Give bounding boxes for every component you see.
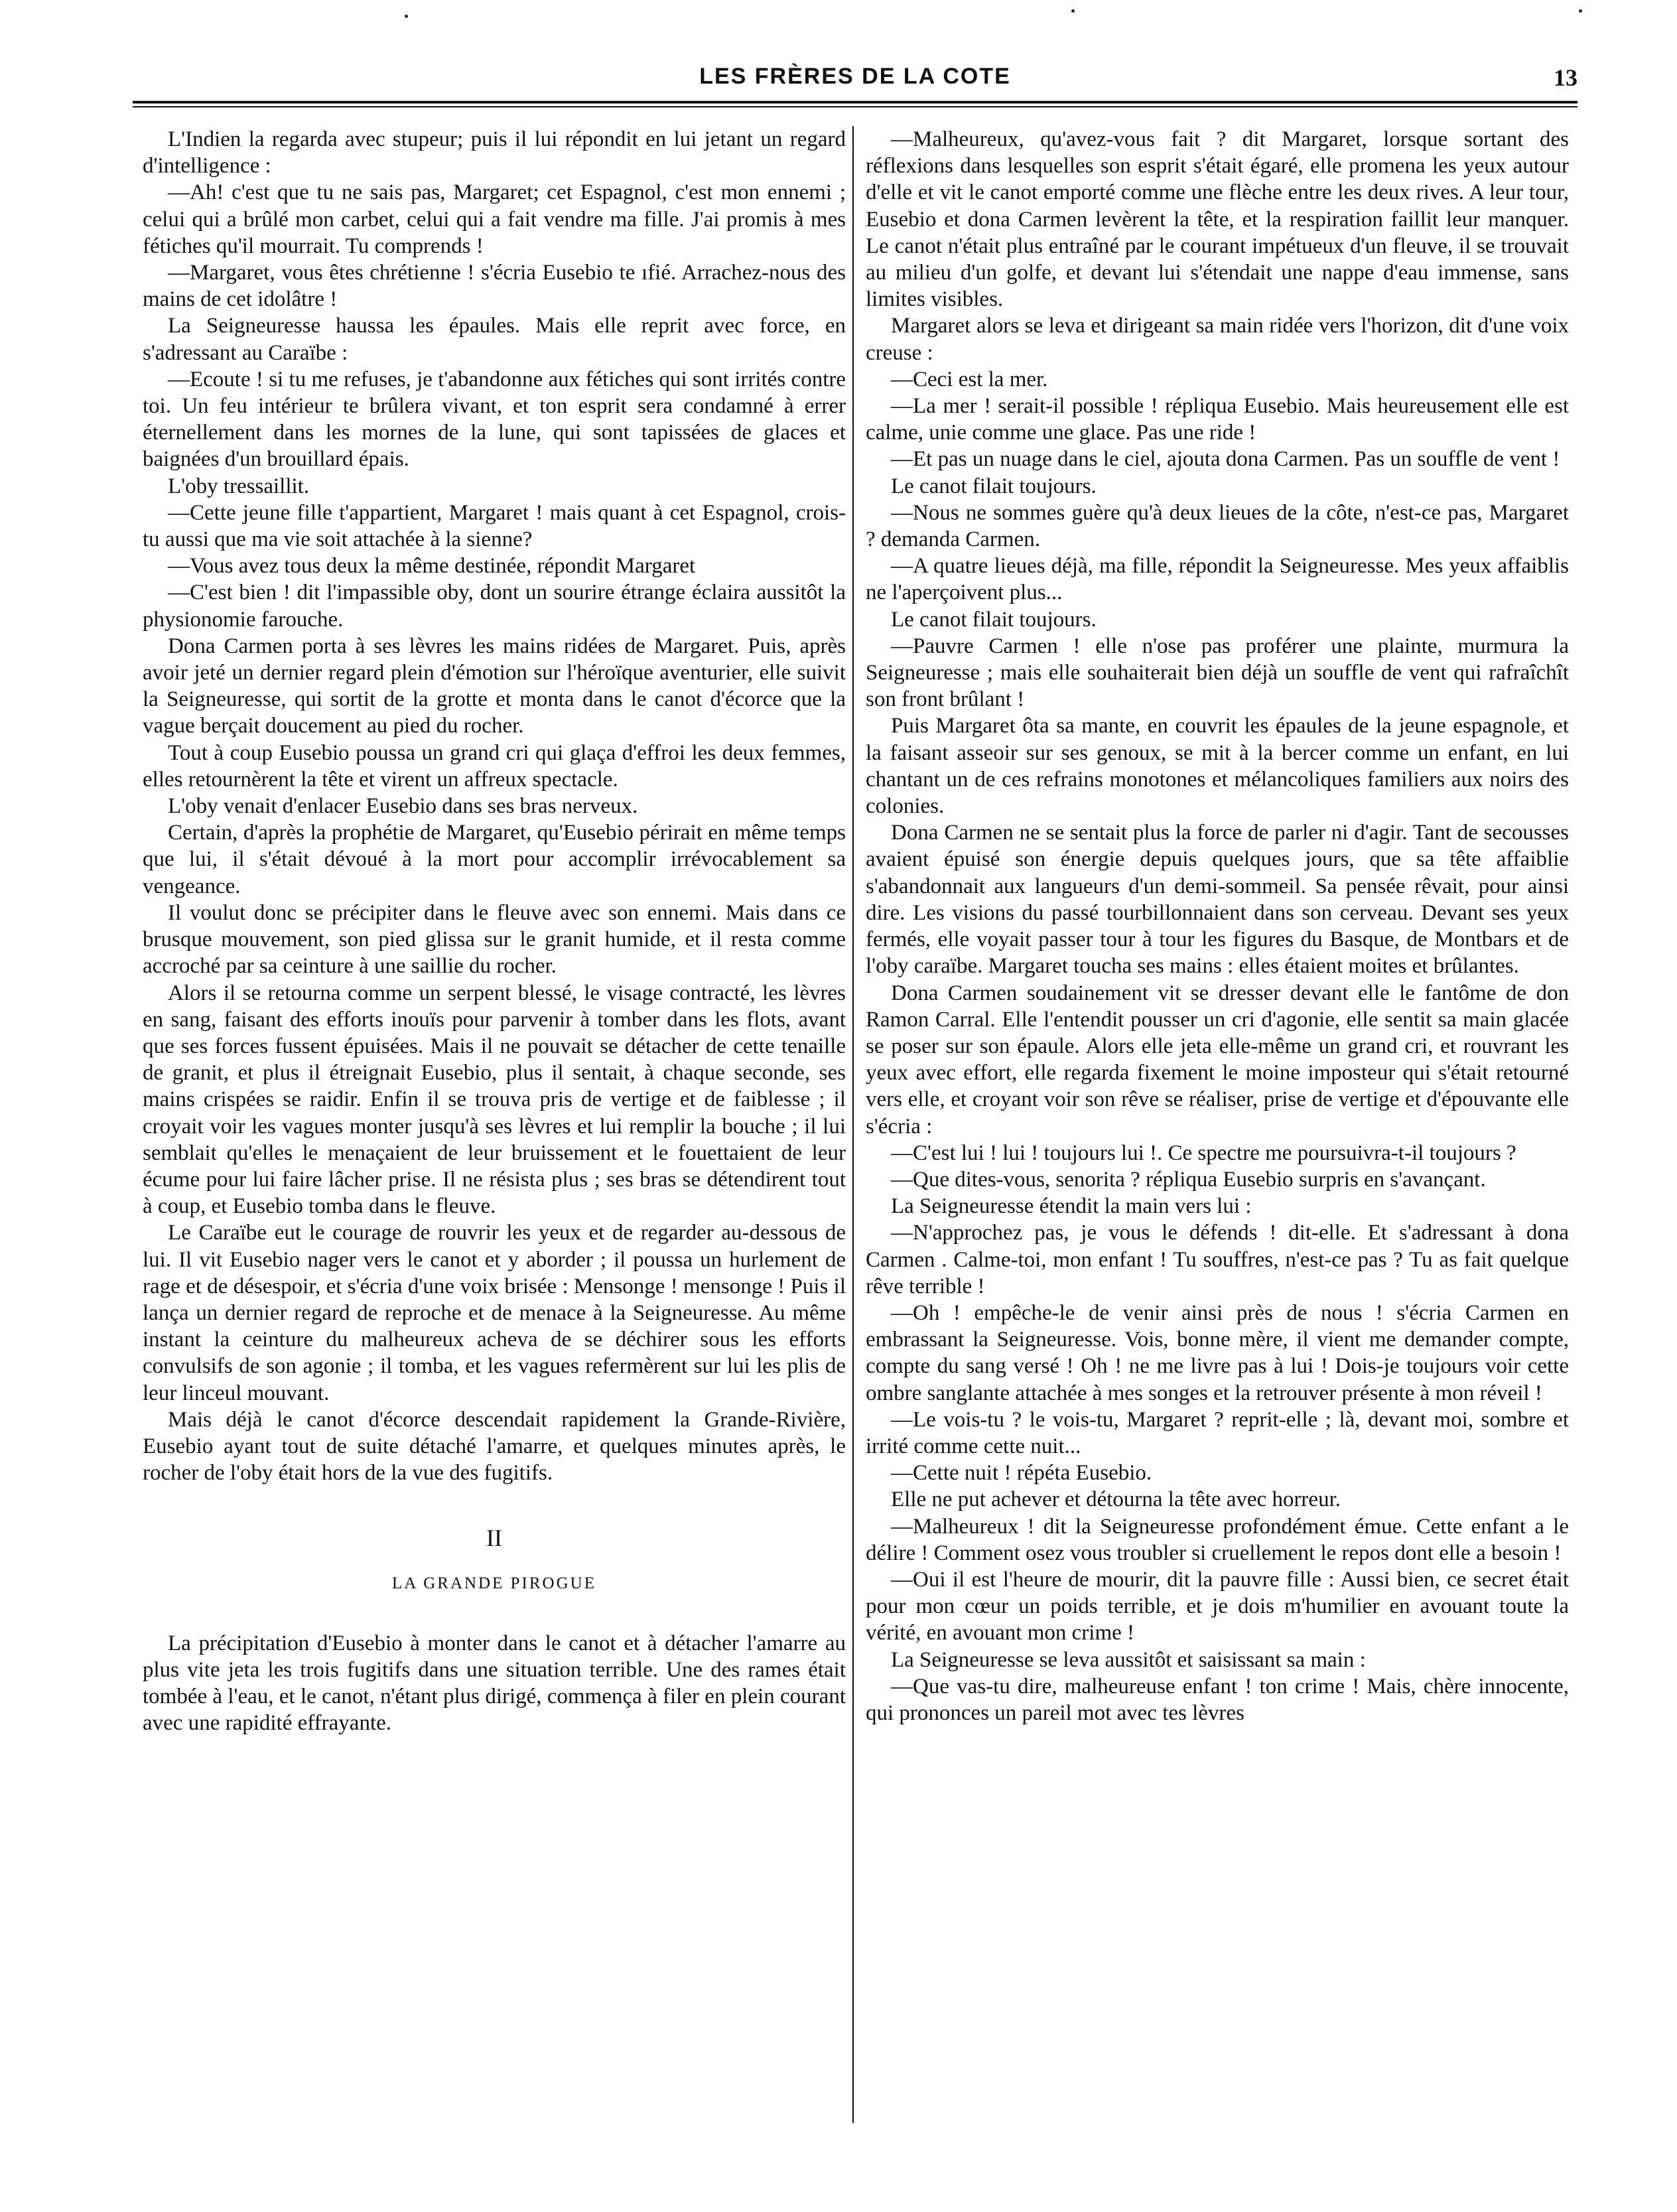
paragraph: Dona Carmen porta à ses lèvres les mains ridées de Margaret. Puis, après avoir jeté un dernier regard plein d'émotion sur l'héroïque aventurier, elle suivit la Seigneuresse, qui sortit de la grotte et monta dans le canot d'écorce que la vague berçait doucement au pied du rocher. <box>143 634 846 738</box>
paragraph: —Oh ! empêche-le de venir ainsi près de nous ! s'écria Carmen en embrassant la Seigneuresse. Vois, bonne mère, il vient me demander compte, compte du sang versé ! Oh ! ne me livre pas à lui ! Dois-je toujours voir cette ombre sanglante attachée à mes songes et la retrouver présente à mon réveil ! <box>866 1300 1569 1405</box>
paragraph: Dona Carmen soudainement vit se dresser devant elle le fantôme de don Ramon Carral. Elle l'entendit pousser un cri d'agonie, elle sentit sa main glacée se poser sur son épaule. Alors elle jeta elle-même un grand cri, et rouvrant les yeux avec effort, elle regarda fixement le moine imposteur qui s'était retourné vers elle, et croyant voir son rêve se réaliser, prise de vertige et d'épouvante elle s'écria : <box>866 981 1569 1139</box>
paragraph: Tout à coup Eusebio poussa un grand cri qui glaça d'effroi les deux femmes, elles retournèrent la tête et virent un affreux spectacle. <box>143 740 846 792</box>
header-rule-thick <box>133 101 1577 104</box>
paragraph: Le canot filait toujours. <box>891 474 1097 498</box>
paragraph: L'oby tressaillit. <box>168 474 310 498</box>
paragraph: —Cette jeune fille t'appartient, Margaret ! mais quant à cet Espagnol, crois-tu aussi que ma vie soit attachée à la sienne? <box>143 500 846 552</box>
chapter-title: LA GRANDE PIROGUE <box>392 1574 596 1592</box>
print-speck <box>1071 9 1075 13</box>
paragraph: Le canot filait toujours. <box>891 607 1097 632</box>
paragraph: —Malheureux ! dit la Seigneuresse profondément émue. Cette enfant a le délire ! Comment osez vous troubler si cruellement le repos dont elle a besoin ! <box>866 1514 1569 1565</box>
running-header <box>133 64 1577 97</box>
paragraph: Puis Margaret ôta sa mante, en couvrit les épaules de la jeune espagnole, et la faisant asseoir sur ses genoux, se mit à la bercer comme un enfant, en lui chantant un de ces refrains monotones et mélancoliques familiers aux noirs des colonies. <box>866 714 1569 819</box>
page-number: 13 <box>1554 64 1577 91</box>
left-column <box>143 126 846 1737</box>
paragraph: —Margaret, vous êtes chrétienne ! s'écria Eusebio te ıfié. Arrachez-nous des mains de cet idolâtre ! <box>143 261 846 312</box>
chapter-number: II <box>486 1525 502 1552</box>
paragraph: —Oui il est l'heure de mourir, dit la pauvre fille : Aussi bien, ce secret était pour mon cœur un poids terrible, et je dois m'humilier en avouant toute la vérité, en avouant mon crime ! <box>866 1567 1569 1645</box>
paragraph: Il voulut donc se précipiter dans le fleuve avec son ennemi. Mais dans ce brusque mouvement, son pied glissa sur le granit humide, et il resta comme accroché par sa ceinture à une saillie du rocher. <box>143 900 846 979</box>
paragraph: Mais déjà le canot d'écorce descendait rapidement la Grande-Rivière, Eusebio ayant tout de suite détaché l'amarre, et quelques minutes après, le rocher de l'oby était hors de la vue des fugitifs. <box>143 1407 846 1486</box>
paragraph: —Pauvre Carmen ! elle n'ose pas proférer une plainte, murmura la Seigneuresse ; mais elle souhaiterait bien déjà un souffle de vent qui rafraîchît son front brûlant ! <box>866 634 1569 712</box>
column-divider <box>852 126 854 2123</box>
paragraph: —Et pas un nuage dans le ciel, ajouta dona Carmen. Pas un souffle de vent ! <box>891 447 1560 472</box>
paragraph: La Seigneuresse haussa les épaules. Mais elle reprit avec force, en s'adressant au Caraïbe : <box>143 314 846 365</box>
paragraph: La précipitation d'Eusebio à monter dans le canot et à détacher l'amarre au plus vite jeta les trois fugitifs dans une situation terrible. Une des rames était tombée à l'eau, et le canot, n'étant plus dirigé, commença à filer en plein courant avec une rapidité effrayante. <box>143 1631 846 1736</box>
paragraph: Elle ne put achever et détourna la tête avec horreur. <box>891 1487 1341 1512</box>
paragraph: —Ah! c'est que tu ne sais pas, Margaret; cet Espagnol, c'est mon ennemi ; celui qui a brûlé mon carbet, celui qui a fait vendre ma fille. J'ai promis à mes fétiches qu'il mourrait. Tu comprends ! <box>143 180 846 258</box>
paragraph: —Malheureux, qu'avez-vous fait ? dit Margaret, lorsque sortant des réflexions dans lesquelles son esprit s'était égaré, elle promena les yeux autour d'elle et vit le canot emporté comme une flèche entre les deux rives. A leur tour, Eusebio et dona Carmen levèrent la tête, et la respiration faillit leur manquer. Le canot n'était plus entraîné par le courant impétueux d'un fleuve, il se trouvait au milieu d'un golfe, et devant lui s'étendait une nappe d'eau immense, sans limites visibles. <box>866 127 1569 312</box>
right-column <box>866 126 1569 1726</box>
paragraph: —C'est bien ! dit l'impassible oby, dont un sourire étrange éclaira aussitôt la physionomie farouche. <box>143 581 846 632</box>
paragraph: —Que dites-vous, senorita ? répliqua Eusebio surpris en s'avançant. <box>891 1167 1486 1192</box>
paragraph: Le Caraïbe eut le courage de rouvrir les yeux et de regarder au-dessous de lui. Il vit Eusebio nager vers le canot et y aborder ; il poussa un hurlement de rage et de désespoir, et s'écria d'une voix brisée : Mensonge ! mensonge ! Puis il lança un dernier regard de reproche et de menace à la Seigneuresse. Au même instant la ceinture du malheureux acheva de se déchirer sous les efforts convulsifs de son agonie ; il tomba, et les vagues refermèrent sur lui les plis de leur linceul mouvant. <box>143 1221 846 1405</box>
paragraph: —Ceci est la mer. <box>891 367 1048 391</box>
paragraph: —Le vois-tu ? le vois-tu, Margaret ? reprit-elle ; là, devant moi, sombre et irrité comme cette nuit... <box>866 1407 1569 1458</box>
paragraph: —Vous avez tous deux la même destinée, répondit Margaret <box>168 554 696 579</box>
paragraph: L'oby venait d'enlacer Eusebio dans ses bras nerveux. <box>168 794 638 819</box>
paragraph: La Seigneuresse se leva aussitôt et saisissant sa main : <box>891 1647 1366 1672</box>
paragraph: —La mer ! serait-il possible ! répliqua Eusebio. Mais heureusement elle est calme, unie comme une glace. Pas une ride ! <box>866 394 1569 445</box>
paragraph: —Ecoute ! si tu me refuses, je t'abandonne aux fétiches qui sont irrités contre toi. Un feu intérieur te brûlera vivant, et ton esprit sera condamné à errer éternellement dans les mornes de la lune, qui sont tapissées de glaces et baignées d'un brouillard épais. <box>143 367 846 472</box>
paragraph: —Cette nuit ! répéta Eusebio. <box>891 1461 1152 1486</box>
paragraph: L'Indien la regarda avec stupeur; puis il lui répondit en lui jetant un regard d'intelligence : <box>143 127 846 178</box>
paragraph: —N'approchez pas, je vous le défends ! dit-elle. Et s'adressant à dona Carmen . Calme-toi, mon enfant ! Tu souffres, n'est-ce pas ? Tu as fait quelque rêve terrible ! <box>866 1221 1569 1298</box>
paragraph: —C'est lui ! lui ! toujours lui !. Ce spectre me poursuivra-t-il toujours ? <box>891 1141 1516 1165</box>
print-speck <box>1579 9 1582 13</box>
print-speck <box>405 15 408 18</box>
paragraph: Certain, d'après la prophétie de Margaret, qu'Eusebio périrait en même temps que lui, il s'était dévoué à la mort pour accomplir irrévocablement sa vengeance. <box>143 821 846 898</box>
paragraph: Alors il se retourna comme un serpent blessé, le visage contracté, les lèvres en sang, faisant des efforts inouïs pour parvenir à tomber dans les flots, avant que ses forces fussent épuisées. Mais il ne pouvait se détacher de cette tenaille de granit, et plus il étreignait Eusebio, plus il sentait, à chaque seconde, ses mains crispées se raidir. Enfin il se trouva pris de vertige et de faiblesse ; il croyait voir les vagues monter jusqu'à ses lèvres et lui remplir la bouche ; il lui semblait qu'elles le menaçaient de leur bruissement et le fouettaient de leur écume pour lui faire lâcher prise. Il ne résista plus ; ses bras se détendirent tout à coup, et Eusebio tomba dans le fleuve. <box>143 981 846 1219</box>
paragraph: —Nous ne sommes guère qu'à deux lieues de la côte, n'est-ce pas, Margaret ? demanda Carmen. <box>866 500 1569 552</box>
header-rule-thin <box>133 106 1577 107</box>
paragraph: La Seigneuresse étendit la main vers lui : <box>891 1194 1252 1219</box>
paragraph: —A quatre lieues déjà, ma fille, répondit la Seigneuresse. Mes yeux affaiblis ne l'aperçoivent plus... <box>866 554 1569 605</box>
paragraph: Margaret alors se leva et dirigeant sa main ridée vers l'horizon, dit d'une voix creuse : <box>866 314 1569 365</box>
paragraph: Dona Carmen ne se sentait plus la force de parler ni d'agir. Tant de secousses avaient épuisé son énergie depuis quelques jours, que sa tête affaiblie s'abandonnait aux langueurs d'un demi-sommeil. Sa pensée rêvait, pour ainsi dire. Les visions du passé tourbillonnaient dans son cerveau. Devant ses yeux fermés, elle voyait passer tour à tour les figures du Basque, de Montbars et de l'oby caraïbe. Margaret toucha ses mains : elles étaient moites et brûlantes. <box>866 821 1569 979</box>
paragraph: —Que vas-tu dire, malheureuse enfant ! ton crime ! Mais, chère innocente, qui prononces un pareil mot avec tes lèvres <box>866 1674 1569 1725</box>
running-title: LES FRÈRES DE LA COTE <box>699 64 1011 89</box>
